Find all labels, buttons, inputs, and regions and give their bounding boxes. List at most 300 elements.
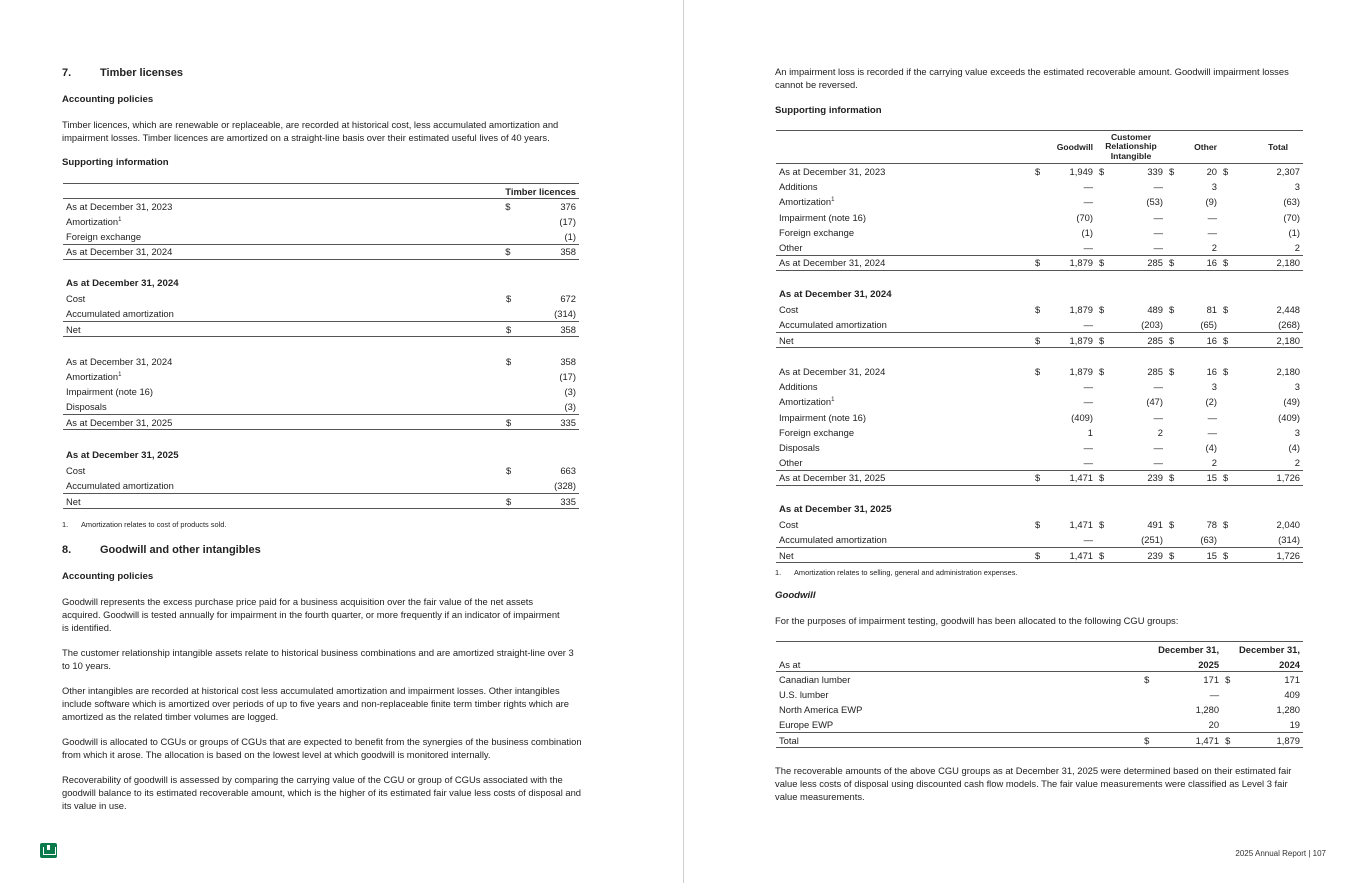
table-row	[63, 463, 579, 478]
currency-symbol	[1096, 194, 1110, 209]
currency-symbol	[1222, 687, 1236, 702]
cgu-col-2024-line1: December 31,	[1236, 642, 1303, 657]
currency-symbol: $	[1222, 733, 1236, 748]
row-label: Other	[776, 455, 1032, 470]
value: —	[1153, 211, 1163, 223]
currency-symbol: $	[505, 201, 511, 213]
currency-symbol	[503, 384, 533, 399]
currency-symbol: $	[1223, 519, 1229, 531]
value: (65)	[1180, 317, 1220, 332]
currency-symbol: $	[1169, 166, 1175, 178]
table-row	[63, 322, 579, 337]
currency-symbol	[502, 229, 532, 244]
timber-licences-table	[63, 183, 579, 260]
row-label: Total	[776, 733, 1141, 748]
cgu-col-2025-line2: 2025	[1155, 657, 1222, 672]
value: 2,180	[1276, 366, 1300, 378]
table-row	[776, 672, 1303, 687]
value: (70)	[1076, 211, 1093, 223]
value: 1,471	[1046, 470, 1096, 485]
currency-symbol	[1220, 240, 1234, 255]
currency-symbol	[1032, 179, 1046, 194]
block-heading: As at December 31, 2024	[779, 289, 892, 301]
row-label: Amortization$^1$	[66, 215, 122, 227]
goodwill-policy-p1: Goodwill represents the excess purchase price paid for a business acquisition over the fair value of the net assets acquired. Goodwill is tested annually for impairment in the fourth quarter, or more frequently if an indicator of impairment is identified.	[62, 596, 560, 633]
value: 3	[1294, 381, 1300, 393]
row-label: As at December 31, 2023	[779, 166, 886, 178]
value: (328)	[533, 478, 579, 493]
intangibles-2025-table	[776, 502, 1303, 563]
row-label: Amortization$^1$	[779, 196, 835, 208]
table-row	[63, 494, 579, 509]
value: (9)	[1205, 196, 1217, 208]
value: —	[1110, 240, 1166, 255]
goodwill-header: Goodwill	[1032, 131, 1096, 164]
value: 358	[533, 244, 579, 259]
block-heading: As at December 31, 2025	[66, 450, 179, 462]
recoverable-amounts-text: The recoverable amounts of the above CGU groups as at December 31, 2025 were determined based on their estimated fair value less costs of disposal using discounted cash flow models. The fair value measurements were classified as Level 3 fair value measurements.	[775, 765, 1292, 802]
value: (3)	[564, 401, 576, 413]
value: 171	[1203, 674, 1220, 686]
row-label: Net	[63, 322, 503, 337]
currency-symbol: $	[1169, 366, 1175, 378]
row-label: Disposals	[66, 401, 107, 413]
table-row	[63, 214, 579, 229]
table-row	[63, 369, 579, 384]
cgu-col-2024-line2: 2024	[1236, 657, 1303, 672]
table-row	[63, 415, 579, 430]
goodwill-policy-p2: The customer relationship intangible assets relate to historical business combinations and are amortized straight-line over 3 to 10 years.	[62, 647, 574, 671]
row-label: As at December 31, 2024	[63, 244, 502, 259]
value: 672	[560, 293, 576, 305]
timber-rollforward-2025	[63, 354, 579, 430]
currency-symbol	[503, 478, 533, 493]
row-label: Disposals	[779, 442, 820, 454]
block-heading: As at December 31, 2025	[779, 504, 892, 516]
value: 2,448	[1276, 304, 1300, 316]
value: 3	[1211, 381, 1217, 393]
currency-symbol	[1166, 394, 1180, 409]
currency-symbol	[1141, 687, 1155, 702]
goodwill-heading: Goodwill	[775, 590, 816, 601]
value: —	[1153, 226, 1163, 238]
other-header: Other	[1166, 131, 1220, 164]
row-label: Net	[63, 494, 503, 509]
currency-symbol: $	[506, 356, 512, 368]
currency-symbol	[1141, 717, 1155, 732]
supporting-info-heading: Supporting information	[775, 105, 882, 116]
goodwill-allocation-text: For the purposes of impairment testing, goodwill has been allocated to the following CGU groups:	[775, 615, 1179, 626]
table-row	[776, 440, 1303, 455]
block-heading: As at December 31, 2024	[66, 278, 179, 290]
currency-symbol: $	[1035, 304, 1041, 316]
value: (251)	[1110, 532, 1166, 547]
currency-symbol	[1032, 455, 1046, 470]
currency-symbol	[1220, 194, 1234, 209]
footnote: 1. Amortization relates to selling, general and administration expenses.	[775, 568, 1018, 577]
block-heading-row	[776, 502, 1303, 517]
currency-symbol	[1096, 317, 1110, 332]
row-label: As at December 31, 2025	[776, 470, 1032, 485]
table-row	[776, 455, 1303, 470]
currency-symbol: $	[506, 465, 512, 477]
currency-symbol: $	[1032, 333, 1046, 348]
value: —	[1209, 689, 1220, 701]
currency-symbol	[1166, 379, 1180, 394]
currency-symbol	[1096, 532, 1110, 547]
section-7-heading: 7. Timber licenses	[62, 67, 183, 79]
row-label: U.S. lumber	[779, 689, 829, 701]
value: (268)	[1234, 317, 1303, 332]
currency-symbol: $	[1141, 733, 1155, 748]
value: 20	[1206, 166, 1217, 178]
timber-policy-text: Timber licences, which are renewable or replaceable, are recorded at historical cost, less accumulated amortization and impairment losses. Timber licences are amortized on a straight-line basis over their estimated useful lives of 40 years.	[62, 119, 559, 143]
value: (17)	[559, 371, 576, 383]
currency-symbol	[1032, 210, 1046, 225]
cgu-col-2025-line1: December 31,	[1155, 642, 1222, 657]
footnote-marker: 1	[831, 197, 835, 204]
value: 1,879	[1069, 304, 1093, 316]
row-label: Impairment (note 16)	[779, 411, 867, 423]
value: (63)	[1283, 196, 1300, 208]
currency-symbol	[1220, 179, 1234, 194]
table-row	[63, 291, 579, 306]
right-page	[683, 0, 1365, 883]
value: 335	[533, 415, 579, 430]
currency-symbol	[1220, 210, 1234, 225]
table-row	[776, 394, 1303, 409]
value: 285	[1110, 255, 1166, 270]
row-label: Net	[776, 333, 1032, 348]
currency-symbol: $	[1220, 548, 1234, 563]
currency-symbol	[1220, 425, 1234, 440]
currency-symbol: $	[1035, 519, 1041, 531]
value: 409	[1284, 689, 1300, 701]
value: (314)	[533, 306, 579, 321]
value: 81	[1206, 304, 1217, 316]
row-label: Accumulated amortization	[776, 317, 1032, 332]
value: 358	[533, 322, 579, 337]
footnote: 1. Amortization relates to cost of products sold.	[62, 520, 227, 529]
value: 1	[1087, 426, 1093, 438]
currency-symbol	[1096, 394, 1110, 409]
value: 358	[560, 356, 576, 368]
intangibles-rollforward-2024	[776, 164, 1303, 271]
table-row	[63, 478, 579, 493]
currency-symbol: $	[1220, 333, 1234, 348]
value: —	[1153, 411, 1163, 423]
currency-symbol	[503, 400, 533, 415]
value: —	[1153, 442, 1163, 454]
value: 1,949	[1069, 166, 1093, 178]
currency-symbol	[1032, 240, 1046, 255]
value: 2	[1234, 240, 1303, 255]
value: 1,879	[1236, 733, 1303, 748]
currency-symbol: $	[1166, 255, 1180, 270]
timber-2024-table	[63, 276, 579, 337]
currency-symbol	[1032, 225, 1046, 240]
row-label: Foreign exchange	[66, 230, 142, 242]
table-row	[776, 210, 1303, 225]
value: —	[1110, 455, 1166, 470]
value: 339	[1147, 166, 1163, 178]
value: —	[1207, 211, 1217, 223]
currency-symbol: $	[1220, 470, 1234, 485]
currency-symbol: $	[1166, 333, 1180, 348]
row-label: As at December 31, 2023	[66, 201, 173, 213]
row-label: Additions	[779, 181, 818, 193]
value: 1,471	[1069, 519, 1093, 531]
row-label: Canadian lumber	[779, 674, 851, 686]
currency-symbol	[1141, 702, 1155, 717]
crl-header: Customer Relationship Intangible	[1096, 131, 1166, 164]
value: 2	[1180, 240, 1220, 255]
goodwill-policy-p4: Goodwill is allocated to CGUs or groups of CGUs that are expected to benefit from the synergies of the business combination from which it arose. The allocation is based on the lowest level at which goodwill is monitored internally.	[62, 736, 582, 760]
value: 1,726	[1234, 548, 1303, 563]
table-row	[776, 317, 1303, 332]
footnote-marker: 1	[118, 372, 122, 379]
currency-symbol	[1166, 317, 1180, 332]
currency-symbol	[1032, 394, 1046, 409]
currency-symbol	[1166, 194, 1180, 209]
table-row	[63, 384, 579, 399]
currency-symbol: $	[1032, 548, 1046, 563]
currency-symbol	[1166, 410, 1180, 425]
currency-symbol: $	[1220, 255, 1234, 270]
value: —	[1046, 532, 1096, 547]
row-label: Amortization$^1$	[779, 396, 835, 408]
currency-symbol: $	[503, 494, 533, 509]
cgu-goodwill-table	[776, 641, 1303, 748]
currency-symbol	[1220, 532, 1234, 547]
value: 3	[1294, 426, 1300, 438]
value: (1)	[564, 230, 576, 242]
value: 1,879	[1046, 255, 1096, 270]
table-row	[776, 364, 1303, 379]
row-label: Cost	[66, 293, 86, 305]
value: —	[1083, 196, 1093, 208]
table-row	[776, 194, 1303, 209]
intangibles-rollforward-2025	[776, 364, 1303, 486]
currency-symbol	[1096, 379, 1110, 394]
currency-symbol	[1032, 440, 1046, 455]
currency-symbol: $	[1099, 166, 1105, 178]
row-label: Cost	[66, 465, 86, 477]
accounting-policies-heading: Accounting policies	[62, 94, 154, 105]
footnote-marker: 1	[118, 216, 122, 223]
currency-symbol	[502, 214, 532, 229]
value: 1,471	[1046, 548, 1096, 563]
currency-symbol	[1166, 532, 1180, 547]
value: 1,471	[1155, 733, 1222, 748]
currency-symbol: $	[1223, 366, 1229, 378]
currency-symbol	[1166, 455, 1180, 470]
value: 2	[1180, 455, 1220, 470]
currency-symbol: $	[503, 322, 533, 337]
currency-symbol: $	[1166, 470, 1180, 485]
currency-symbol	[1166, 179, 1180, 194]
value: (63)	[1180, 532, 1220, 547]
table-row	[776, 164, 1303, 179]
value: 2	[1234, 455, 1303, 470]
value: 16	[1206, 366, 1217, 378]
value: 2,180	[1234, 255, 1303, 270]
value: 376	[560, 201, 576, 213]
currency-symbol: $	[1096, 333, 1110, 348]
currency-symbol: $	[1223, 304, 1229, 316]
row-label: Amortization$^1$	[66, 371, 122, 383]
timber-2025-table	[63, 448, 579, 509]
row-label: Net	[776, 548, 1032, 563]
value: (49)	[1283, 396, 1300, 408]
column-header: Timber licences	[502, 184, 579, 199]
table-row	[776, 717, 1303, 732]
value: 20	[1155, 717, 1222, 732]
table-row	[776, 379, 1303, 394]
currency-symbol: $	[1032, 255, 1046, 270]
currency-symbol	[503, 369, 533, 384]
intangibles-table-header	[776, 130, 1303, 164]
value: —	[1153, 181, 1163, 193]
value: 285	[1110, 333, 1166, 348]
value: 19	[1236, 717, 1303, 732]
currency-symbol	[1166, 440, 1180, 455]
footnote-marker: 1	[831, 397, 835, 404]
currency-symbol	[1032, 425, 1046, 440]
value: (409)	[1071, 411, 1093, 423]
currency-symbol	[1032, 532, 1046, 547]
value: (47)	[1146, 396, 1163, 408]
row-label: As at December 31, 2024	[66, 356, 173, 368]
value: 1,879	[1069, 366, 1093, 378]
company-logo-icon	[40, 843, 57, 858]
currency-symbol	[1096, 210, 1110, 225]
currency-symbol: $	[1096, 548, 1110, 563]
currency-symbol: $	[502, 244, 532, 259]
row-label: North America EWP	[779, 704, 863, 716]
value: 78	[1206, 519, 1217, 531]
currency-symbol	[1220, 317, 1234, 332]
currency-symbol	[1220, 440, 1234, 455]
value: (1)	[1081, 226, 1093, 238]
currency-symbol	[1096, 425, 1110, 440]
currency-symbol	[1096, 240, 1110, 255]
value: 239	[1110, 548, 1166, 563]
row-label: As at December 31, 2025	[63, 415, 503, 430]
value: —	[1083, 396, 1093, 408]
table-row	[776, 532, 1303, 547]
page-footer: 2025 Annual Report | 107	[1235, 849, 1326, 858]
value: 489	[1147, 304, 1163, 316]
currency-symbol	[1096, 455, 1110, 470]
value: (4)	[1288, 442, 1300, 454]
value: 1,879	[1046, 333, 1096, 348]
row-label: Impairment (note 16)	[779, 211, 867, 223]
currency-symbol	[1096, 179, 1110, 194]
currency-symbol: $	[1032, 470, 1046, 485]
row-label: As at December 31, 2024	[779, 366, 886, 378]
currency-symbol	[1166, 240, 1180, 255]
currency-symbol: $	[1099, 519, 1105, 531]
table-row	[776, 302, 1303, 317]
table-row	[776, 470, 1303, 485]
table-row	[776, 425, 1303, 440]
value: 335	[533, 494, 579, 509]
table-row	[63, 354, 579, 369]
currency-symbol: $	[1166, 548, 1180, 563]
value: (70)	[1283, 211, 1300, 223]
row-label: Other	[776, 240, 1032, 255]
currency-symbol	[1220, 225, 1234, 240]
goodwill-policy-p3: Other intangibles are recorded at historical cost less accumulated amortization and impairment losses. Other intangibles include software which is amortized over periods of up to five years and non-replaceable finite term timber rights which are amortized as the related timber volumes are logged.	[62, 685, 570, 722]
row-label: Cost	[779, 519, 799, 531]
currency-symbol	[1166, 225, 1180, 240]
row-label: Accumulated amortization	[63, 478, 503, 493]
value: 3	[1294, 181, 1300, 193]
currency-symbol: $	[1099, 366, 1105, 378]
value: —	[1083, 181, 1093, 193]
value: 15	[1180, 470, 1220, 485]
value: 285	[1147, 366, 1163, 378]
value: (314)	[1234, 532, 1303, 547]
row-label: Europe EWP	[776, 717, 1141, 732]
currency-symbol	[1096, 225, 1110, 240]
table-row	[776, 225, 1303, 240]
currency-symbol	[1096, 440, 1110, 455]
table-row	[776, 333, 1303, 348]
row-label: As at December 31, 2024	[776, 255, 1032, 270]
value: —	[1046, 317, 1096, 332]
value: (4)	[1205, 442, 1217, 454]
table-row	[776, 702, 1303, 717]
currency-symbol	[1222, 702, 1236, 717]
value: (53)	[1146, 196, 1163, 208]
table-row	[776, 240, 1303, 255]
row-label: Additions	[779, 381, 818, 393]
currency-symbol	[1220, 455, 1234, 470]
row-label: Cost	[779, 304, 799, 316]
table-row	[63, 400, 579, 415]
currency-symbol: $	[506, 293, 512, 305]
row-label: Foreign exchange	[779, 426, 855, 438]
currency-symbol	[1166, 210, 1180, 225]
table-row	[776, 733, 1303, 748]
value: —	[1153, 381, 1163, 393]
impairment-intro-text: An impairment loss is recorded if the carrying value exceeds the estimated recoverable amount. Goodwill impairment losses cannot be reversed.	[775, 66, 1289, 90]
value: (17)	[559, 215, 576, 227]
currency-symbol: $	[1035, 166, 1041, 178]
value: —	[1083, 442, 1093, 454]
table-row	[776, 255, 1303, 270]
value: —	[1207, 226, 1217, 238]
value: (1)	[1288, 226, 1300, 238]
row-label: Accumulated amortization	[776, 532, 1032, 547]
currency-symbol	[1220, 379, 1234, 394]
left-page	[0, 0, 682, 883]
value: —	[1207, 411, 1217, 423]
row-label: Foreign exchange	[779, 226, 855, 238]
currency-symbol: $	[1035, 366, 1041, 378]
goodwill-policy-p5: Recoverability of goodwill is assessed by comparing the carrying value of the CGU or group of CGUs associated with the goodwill balance to its estimated recoverable amount, which is the higher of its estimated fair value less costs of disposal and its value in use.	[62, 774, 582, 811]
currency-symbol: $	[1096, 470, 1110, 485]
value: 171	[1284, 674, 1300, 686]
value: 2,040	[1276, 519, 1300, 531]
value: —	[1207, 426, 1217, 438]
table-row	[63, 306, 579, 321]
currency-symbol: $	[1096, 255, 1110, 270]
value: 663	[560, 465, 576, 477]
supporting-info-heading: Supporting information	[62, 157, 169, 168]
